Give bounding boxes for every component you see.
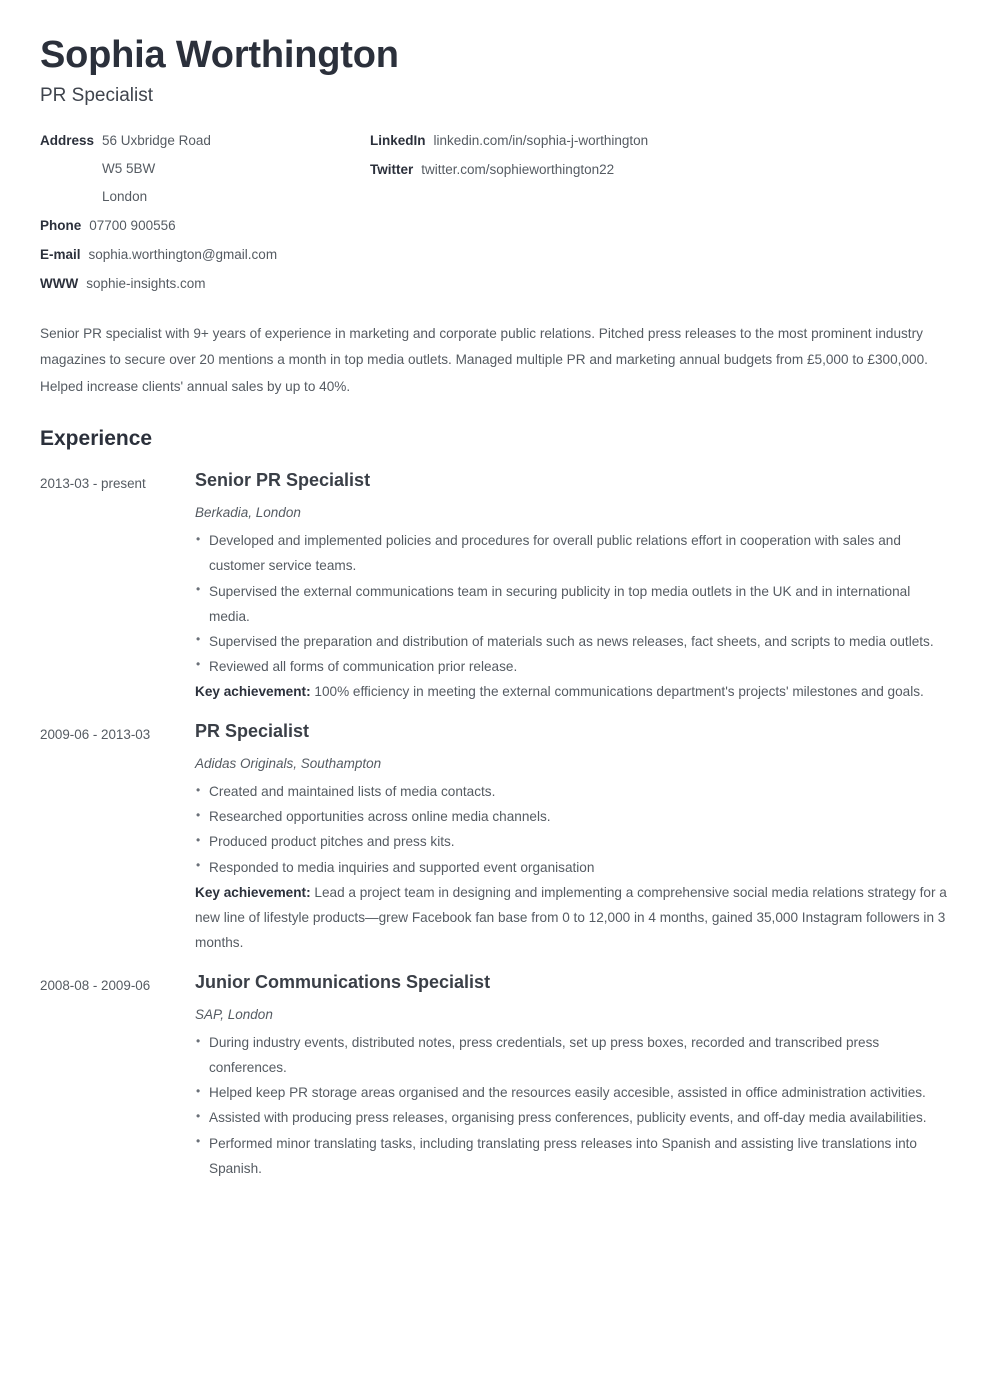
candidate-job-title: PR Specialist <box>40 84 153 106</box>
professional-summary: Senior PR specialist with 9+ years of experience in marketing and corporate public relations. Pitched press releases to the most prominent industry magazines to secure over 20 mentions a month in top media outlets. Managed multiple PR and marketing annual budgets from £5,000 to £300,000. Helped increase clients' annual sales by up to 40%. <box>40 325 928 394</box>
contact-column-right <box>370 133 950 179</box>
experience-bullet: • Supervised the preparation and distribution of materials such as news releases, fact sheets, and scripts to media outlets. <box>195 629 950 654</box>
key-achievement-label: Key achievement: <box>195 684 311 700</box>
contact-value-line: 56 Uxbridge Road <box>102 133 211 149</box>
contact-label: LinkedIn <box>370 133 426 149</box>
experience-job-title: Junior Communications Specialist <box>195 972 491 993</box>
experience-job-title: PR Specialist <box>195 721 310 742</box>
experience-key-achievement <box>195 679 950 704</box>
contact-value-line: London <box>102 189 148 205</box>
experience-body <box>195 971 950 1181</box>
experience-bullet: • Reviewed all forms of communication prior release. <box>195 654 950 679</box>
experience-bullet-list <box>195 528 950 679</box>
contact-row <box>40 276 370 293</box>
experience-bullet-list <box>195 779 950 880</box>
contact-label: WWW <box>40 275 79 291</box>
contact-row <box>370 162 950 179</box>
experience-company: Berkadia, London <box>195 504 301 520</box>
contact-label: Phone <box>40 217 82 233</box>
experience-entry <box>40 469 950 704</box>
experience-dates: 2008-08 - 2009-06 <box>40 978 151 994</box>
experience-list <box>40 469 950 1181</box>
contact-label: E-mail <box>40 246 81 262</box>
experience-bullet: • During industry events, distributed notes, press credentials, set up press boxes, recorded and transcribed press conferences. <box>195 1030 950 1080</box>
experience-dates: 2013-03 - present <box>40 476 146 492</box>
experience-bullet: • Supervised the external communications team in securing publicity in top media outlets in the UK and in international media. <box>195 579 950 629</box>
contact-value-line: twitter.com/sophieworthington22 <box>421 162 615 178</box>
key-achievement-text: 100% efficiency in meeting the external communications department's projects' milestones and goals. <box>314 684 924 700</box>
experience-bullet: • Produced product pitches and press kits. <box>195 829 950 854</box>
contact-row <box>370 133 950 150</box>
contact-value-line: 07700 900556 <box>89 217 176 233</box>
contact-row <box>40 247 370 264</box>
experience-bullet: • Assisted with producing press releases, organising press conferences, publicity events, and off-day media availabilities. <box>195 1105 950 1130</box>
experience-bullet: • Helped keep PR storage areas organised and the resources easily accesible, assisted in office administration activities. <box>195 1080 950 1105</box>
contact-value <box>434 133 649 150</box>
experience-entry <box>40 720 950 955</box>
candidate-name: Sophia Worthington <box>40 34 399 76</box>
experience-bullet: • Researched opportunities across online media channels. <box>195 804 950 829</box>
experience-company: Adidas Originals, Southampton <box>195 755 382 771</box>
experience-body <box>195 720 950 955</box>
contact-value-line: sophie-insights.com <box>86 275 206 291</box>
contact-column-left <box>40 133 370 292</box>
contact-label: Address <box>40 133 95 149</box>
contact-value <box>86 276 205 293</box>
experience-bullet: • Performed minor translating tasks, including translating press releases into Spanish and assisting live translations into Spanish. <box>195 1131 950 1181</box>
contact-value <box>102 133 211 206</box>
experience-bullet-list <box>195 1030 950 1181</box>
section-title-experience: Experience <box>40 427 153 451</box>
experience-job-title: Senior PR Specialist <box>195 470 371 491</box>
contact-details <box>40 133 950 292</box>
key-achievement-text: Lead a project team in designing and implementing a comprehensive social media relations strategy for a new line of lifestyle products—grew Facebook fan base from 0 to 12,000 in 4 months, gained 35,000 Instagram followers in 3 months. <box>195 884 947 950</box>
experience-dates: 2009-06 - 2013-03 <box>40 727 151 743</box>
contact-value-line: sophia.worthington@gmail.com <box>88 246 278 262</box>
contact-row <box>40 133 370 206</box>
experience-body <box>195 469 950 704</box>
experience-bullet: • Developed and implemented policies and procedures for overall public relations effort in cooperation with sales and customer service teams. <box>195 528 950 578</box>
experience-bullet: • Responded to media inquiries and supported event organisation <box>195 855 950 880</box>
key-achievement-label: Key achievement: <box>195 884 311 900</box>
contact-value <box>421 162 614 179</box>
experience-key-achievement <box>195 880 950 955</box>
contact-value <box>89 247 278 264</box>
contact-row <box>40 218 370 235</box>
contact-value <box>89 218 175 235</box>
experience-entry <box>40 971 950 1181</box>
contact-value-line: linkedin.com/in/sophia-j-worthington <box>433 133 649 149</box>
experience-bullet: • Created and maintained lists of media contacts. <box>195 779 950 804</box>
experience-company: SAP, London <box>195 1006 273 1022</box>
contact-value-line: W5 5BW <box>102 161 156 177</box>
contact-label: Twitter <box>370 162 414 178</box>
